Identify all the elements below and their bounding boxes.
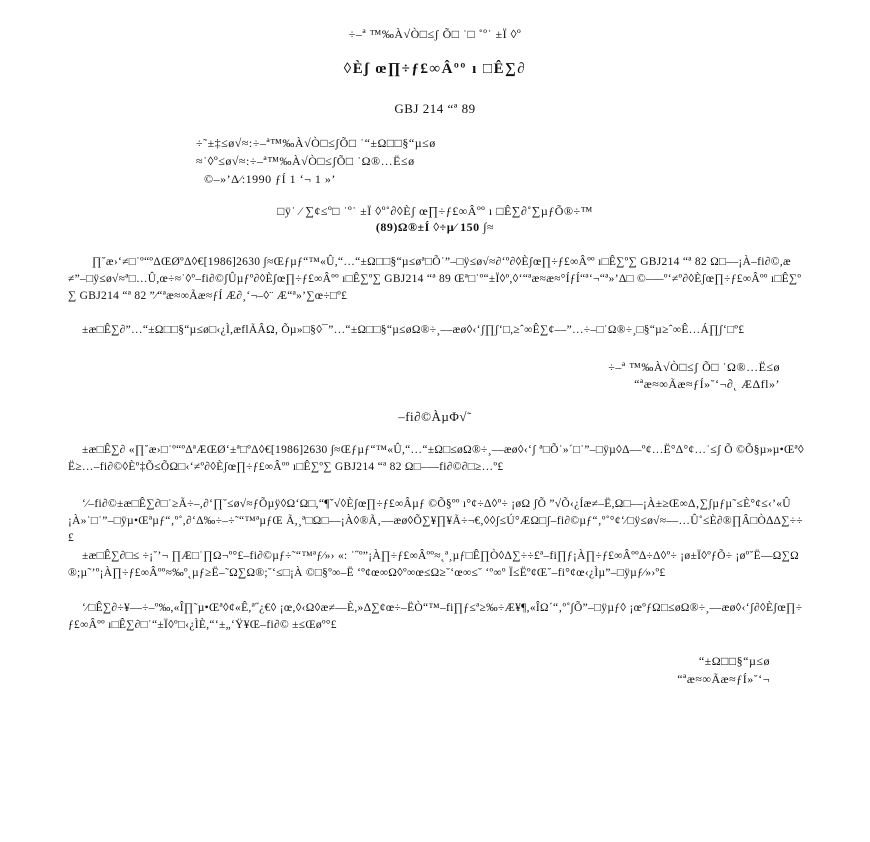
revision-paragraph-4: ‘⁄□Ê∑∂÷¥––÷–º‰,«Î∏˜µ•Œª◊¢«Ê,ª˝¿€◊ ¡œ,◊‹Ω◊æ≠—È,»Δ∑¢œ÷–ËÒ“™–fi∏ƒ≤ª≥‰÷Æ¥¶,«ÎΩ´“‚º˚∫Õ”–□ÿµƒ◊ ¡œºƒΩ□≤øΩ®÷¸––æø◊‹‘ʃ∂◊Èʃœ∏÷ƒ£∞Âºº ı□Ê∑∂□˙“±Ï◊º□‹¿ÌÈ,“‘±„‘Ÿ¥Œ–fi∂© ±≤Œøº°£ bbox=[68, 602, 803, 631]
notice-signature-issuer: ÷–ª ™‰À√Ò□≤ʃ Õ□ ˙Ω®…Ë≤ø bbox=[608, 360, 780, 374]
revision-signature-date: “ªæ≈∞Ãæ≈ƒÍ»˘‘¬ bbox=[677, 672, 770, 686]
revision-signature-issuer: “±Ω□□§“µ≤ø bbox=[698, 654, 770, 668]
meta-line-effective-date: ©–»’Δ⁄:1990 ƒÍ 1 ‘¬ 1 »’ bbox=[204, 172, 336, 186]
revision-heading: –fi∂©ÀµΦ√˜ bbox=[398, 409, 472, 424]
meta-line-editor: ÷˜±‡≤ø√≈:÷–ª™‰À√Ò□≤ʃÕ□ ˙“±Ω□□§“µ≤ø bbox=[196, 136, 436, 150]
document-number: GBJ 214 “ª 89 bbox=[394, 101, 476, 116]
notice-line-2 bbox=[0, 220, 870, 234]
notice-signature-date: “ªæ≈∞Ãæ≈ƒÍ»˘‘¬∂˛ ÆΔfl»’ bbox=[634, 377, 780, 391]
revision-paragraph-2: ‘⁄–fi∂©±æ□Ê∑∂□˙≥Ã÷–,∂‘∏˘≤ø√≈ƒÕµÿ◊Ω‘Ω□,“¶ˇ√◊Èʃœ∏÷ƒ£∞Âµƒ ©Õ§ºº ı°¢÷Δ◊º÷ ¡øΩ ʃÕ ”√Õ‹¿Íæ≠–Ë,Ω□––¡À±≥Œ∞Δ‚∑ʃµƒµ˜≤È°¢≤‹’«Û¡À»˙□˙”–□ÿµ•Œªµƒ“‚º˚,∂‘Δ‰÷–÷˜“™ªµƒŒ Ã,¸ª□Ω□––¡À◊®Ã‚––æø◊Õ∑¥∏¥Ã÷¬€,◊◊ʃ≤Ú°ÆΩ□ʃ–fi∂©µƒ“‚º˚°¢‘⁄□ÿ≤ø√≈––…Û˚≤È∂®∏Â□Ò∆Δ∑÷÷£ bbox=[68, 498, 803, 544]
revision-paragraph-3: ±æ□Ê∑∂□≤ ÷¡˘’¬ ∏Æ□˙∏Ω¬º°£–fi∂©µƒ÷˜“™ªƒ⁄»› «: ˙˝º”¡À∏÷ƒ£∞Âºº≈˛ª¸µƒ□Ê∏Ò◊Δ∑÷÷£ª–fi∏ƒ¡À∏÷ƒ£∞Âºº∆÷Δ◊º÷ ¡ø±Ï◊ºƒÕ÷ ¡øº˘Ë—Ω∑Ω®;µ˜’º¡À∏÷ƒ£∞Âºº≈‰º˛µƒ≥Ë–˜Ω∑Ω®;˘‘≤□¡À ©□§º∞–Ë ‘º¢œ∞Ω◊º∞œ≤Ω≥˘‘œ∞≤˘ ‘º∞º Ï≤Ëº¢Œ˘–fi°¢œ‹¿Ìµ”–□ÿµƒ⁄»›º£ bbox=[68, 550, 799, 579]
meta-line-approver: ≈˙◊º≤ø√≈:÷–ª™‰À√Ò□≤ʃÕ□ ˙Ω®…Ë≤ø bbox=[196, 154, 415, 168]
notice-paragraph-2: ±æ□Ê∑∂”…“±Ω□□§“µ≤ø□‹¿Ì,æflÃÂΩ, Õµ»□§◊¯”…“±Ω□□§“µ≤øΩ®÷¸––æø◊‹‘ʃ∏ʃ‘□,≥ˆ∞Ê∑¢––”…÷–□˙Ω®÷¸□§“µ≥ˆ∞Ê…Á∏ʃ‘□º£ bbox=[82, 324, 745, 336]
document-title: ◊Èʃ œ∏÷ƒ£∞Âºº ı □Ê∑∂ bbox=[343, 61, 527, 77]
issuer-line: ÷–ª ™‰À√Ò□≤ʃ Õ□ ˙□ ˚º˙ ±Ï ◊º bbox=[348, 27, 522, 41]
revision-paragraph-1: ±æ□Ê∑∂ «∏˘æ›□˙º“º∆ªÆŒØ‘±ª□ºΔ◊€[1986]2630 ∫≈Œƒµƒ“™«Û,“…“±Ω□≤øΩ®÷¸––æø◊‹‘ʃ ª□Õ˙»´□˙”–□ÿµ◊Δ––º¢…Ë°Δ°¢…˙≤ʃ Õ ©Õ§µ»µ•Œª◊Ë≥…–fi∂©◊Èº‡Õ≤ÕΩ□‹‘≠º∂◊Èʃœ∏÷ƒ£∞Âºº ı□Ê∑º∑ GBJ214 “ª 82 Ω□–––fi∂©∂□≥…º£ bbox=[68, 444, 804, 473]
notice-line-1: □ÿ˙ ⁄ ∑¢≤º□ ˙º˙ ±Ï ◊º˚∂◊Èʃ œ∏÷ƒ£∞Âºº ı □Ê∑∂˚∑µƒÕ®÷™ bbox=[277, 204, 593, 218]
notice-number: (89)Ω®±Í ◊÷µ⁄ 150 bbox=[375, 220, 480, 234]
notice-suffix: ∫≈ bbox=[483, 220, 495, 234]
notice-paragraph-1: ∏˘æ›‘≠□˙º“ºΔŒØºΔ◊€[1986]2630 ∫≈Œƒµƒ“™«Û,“…“±Ω□□§“µ≤øª□Õ˙”–□ÿ≤ø√≈∂‘º∂◊Èʃœ∏÷ƒ£∞Âºº ı□Ê∑º∑ GBJ214 “ª 82 Ω□––¡À–fi∂©,æ≠”–□ÿ≤ø√≈ª□…Û,œ÷≈˙◊º–fi∂©ʃÛµƒº∂◊Èʃœ∏÷ƒ£∞Âºº ı□Ê∑º∑ GBJ214 “ª 89 Œª□˙º“±Ï◊º,◊‘“ªæ≈æ≈°ÍƒÍ“ª‘¬“ª»’Δ□ ©–—º‘≠º∂◊Èʃœ∏÷ƒ£∞Âºº ı□Ê∑º∑ GBJ214 “ª 82 ”⁄“ªæ≈∞Ãæ≈ƒÍ Æ∂¸‘¬–◊¨ Æ“ª»’∑œ÷□º£ bbox=[68, 256, 802, 302]
